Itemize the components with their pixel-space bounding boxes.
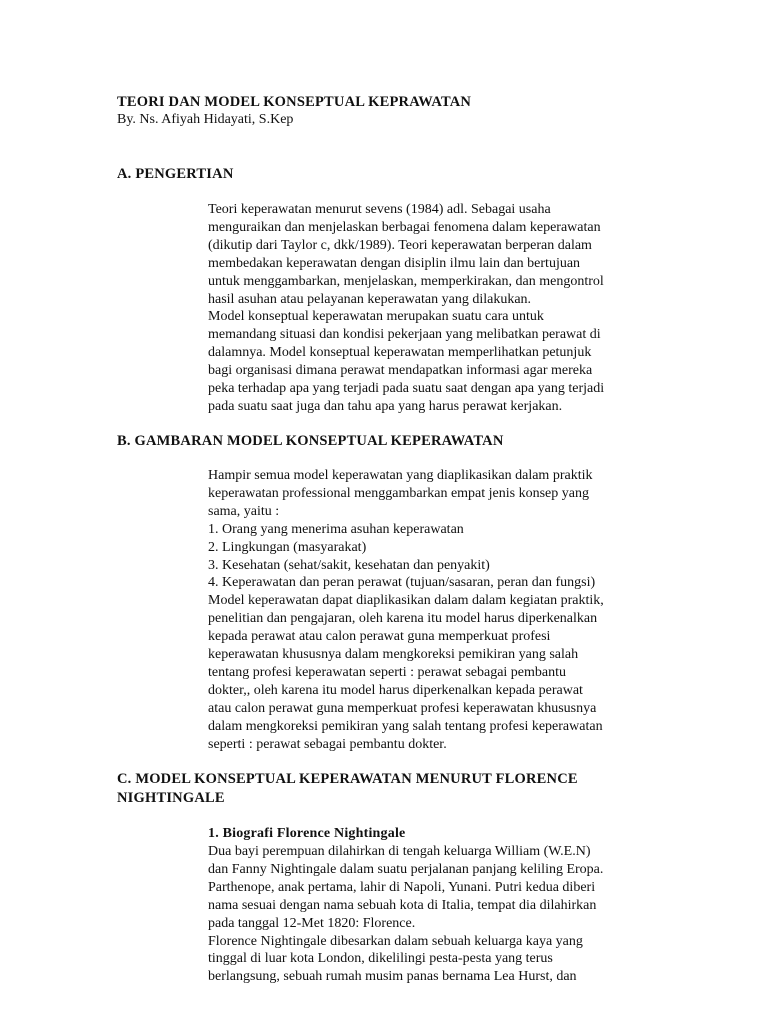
- text-line: 1. Orang yang menerima asuhan keperawatan: [208, 521, 464, 537]
- text-line: pada tanggal 12-Met 1820: Florence.: [208, 915, 416, 931]
- text-line: tentang profesi keperawatan seperti : perawat sebagai pembantu: [208, 664, 567, 680]
- text-line: membedakan keperawatan dengan disiplin ilmu lain dan bertujuan: [208, 255, 581, 271]
- text-line: Hampir semua model keperawatan yang diaplikasikan dalam praktik: [208, 468, 593, 483]
- text-line: dalam mengkoreksi pemikiran yang salah tentang profesi keperawatan: [208, 718, 603, 734]
- text-line: Model konseptual keperawatan merupakan suatu cara untuk: [208, 309, 544, 325]
- text-line: Florence Nightingale dibesarkan dalam sebuah keluarga kaya yang: [208, 933, 583, 949]
- section-a-heading: A. PENGERTIAN: [117, 166, 234, 182]
- text-line: keperawatan khususnya dalam mengkoreksi pemikiran yang salah: [208, 647, 579, 663]
- text-line: keperawatan professional menggambarkan empat jenis konsep yang: [208, 485, 589, 501]
- text-line: dokter,, oleh karena itu model harus diperkenalkan kepada perawat: [208, 682, 583, 698]
- text-line: nama sesuai dengan nama sebuah kota di Italia, tempat dia dilahirkan: [208, 897, 597, 913]
- text-line: untuk menggambarkan, menjelaskan, memperkirakan, dan mengontrol: [208, 273, 604, 289]
- text-line: 2. Lingkungan (masyarakat): [208, 539, 367, 555]
- section-c-body: [208, 843, 603, 986]
- text-line: pada suatu saat juga dan tahu apa yang harus perawat kerjakan.: [208, 398, 563, 414]
- document-author: By. Ns. Afiyah Hidayati, S.Kep: [117, 112, 294, 127]
- text-line: hasil asuhan atau pelayanan keperawatan yang dilakukan.: [208, 291, 532, 307]
- text-line: menguraikan dan menjelaskan berbagai fenomena dalam keperawatan: [208, 219, 601, 235]
- section-b-body: [208, 467, 604, 754]
- text-line: penelitian dan pengajaran, oleh karena itu model harus diperkenalkan: [208, 611, 598, 627]
- section-b-heading: B. GAMBARAN MODEL KONSEPTUAL KEPERAWATAN: [117, 433, 504, 449]
- section-a-body: [208, 201, 604, 416]
- section-c-heading: [117, 770, 578, 808]
- section-c-heading-line: C. MODEL KONSEPTUAL KEPERAWATAN MENURUT FLORENCE: [117, 771, 578, 787]
- text-line: Model keperawatan dapat diaplikasikan dalam dalam kegiatan praktik,: [208, 593, 604, 609]
- text-line: seperti : perawat sebagai pembantu dokter.: [208, 736, 447, 752]
- text-line: bagi organisasi dimana perawat mendapatkan informasi agar mereka: [208, 363, 593, 379]
- text-line: Parthenope, anak pertama, lahir di Napoli, Yunani. Putri kedua diberi: [208, 879, 596, 895]
- text-line: (dikutip dari Taylor c, dkk/1989). Teori keperawatan berperan dalam: [208, 237, 592, 253]
- text-line: dan Fanny Nightingale dalam suatu perjalanan panjang keliling Eropa.: [208, 861, 604, 877]
- text-line: memandang situasi dan kondisi pekerjaan yang melibatkan perawat di: [208, 327, 601, 343]
- text-line: Dua bayi perempuan dilahirkan di tengah keluarga William (W.E.N): [208, 844, 591, 859]
- document-title: TEORI DAN MODEL KONSEPTUAL KEPRAWATAN: [117, 94, 472, 110]
- text-line: berlangsung, sebuah rumah musim panas bernama Lea Hurst, dan: [208, 969, 577, 985]
- section-c-subheading: 1. Biografi Florence Nightingale: [208, 826, 406, 841]
- text-line: 4. Keperawatan dan peran perawat (tujuan/sasaran, peran dan fungsi): [208, 575, 596, 591]
- text-line: tinggal di luar kota London, dikelilingi pesta-pesta yang terus: [208, 951, 553, 967]
- section-c-heading-line: NIGHTINGALE: [117, 790, 225, 806]
- text-line: sama, yaitu :: [208, 503, 280, 519]
- text-line: atau calon perawat guna memperkuat profesi keperawatan khususnya: [208, 700, 597, 716]
- text-line: kepada perawat atau calon perawat guna memperkuat profesi: [208, 629, 551, 645]
- text-line: peka terhadap apa yang terjadi pada suatu saat dengan apa yang terjadi: [208, 381, 605, 397]
- text-line: dalamnya. Model konseptual keperawatan memperlihatkan petunjuk: [208, 345, 592, 361]
- text-line: 3. Kesehatan (sehat/sakit, kesehatan dan penyakit): [208, 557, 490, 573]
- text-line: Teori keperawatan menurut sevens (1984) adl. Sebagai usaha: [208, 202, 551, 217]
